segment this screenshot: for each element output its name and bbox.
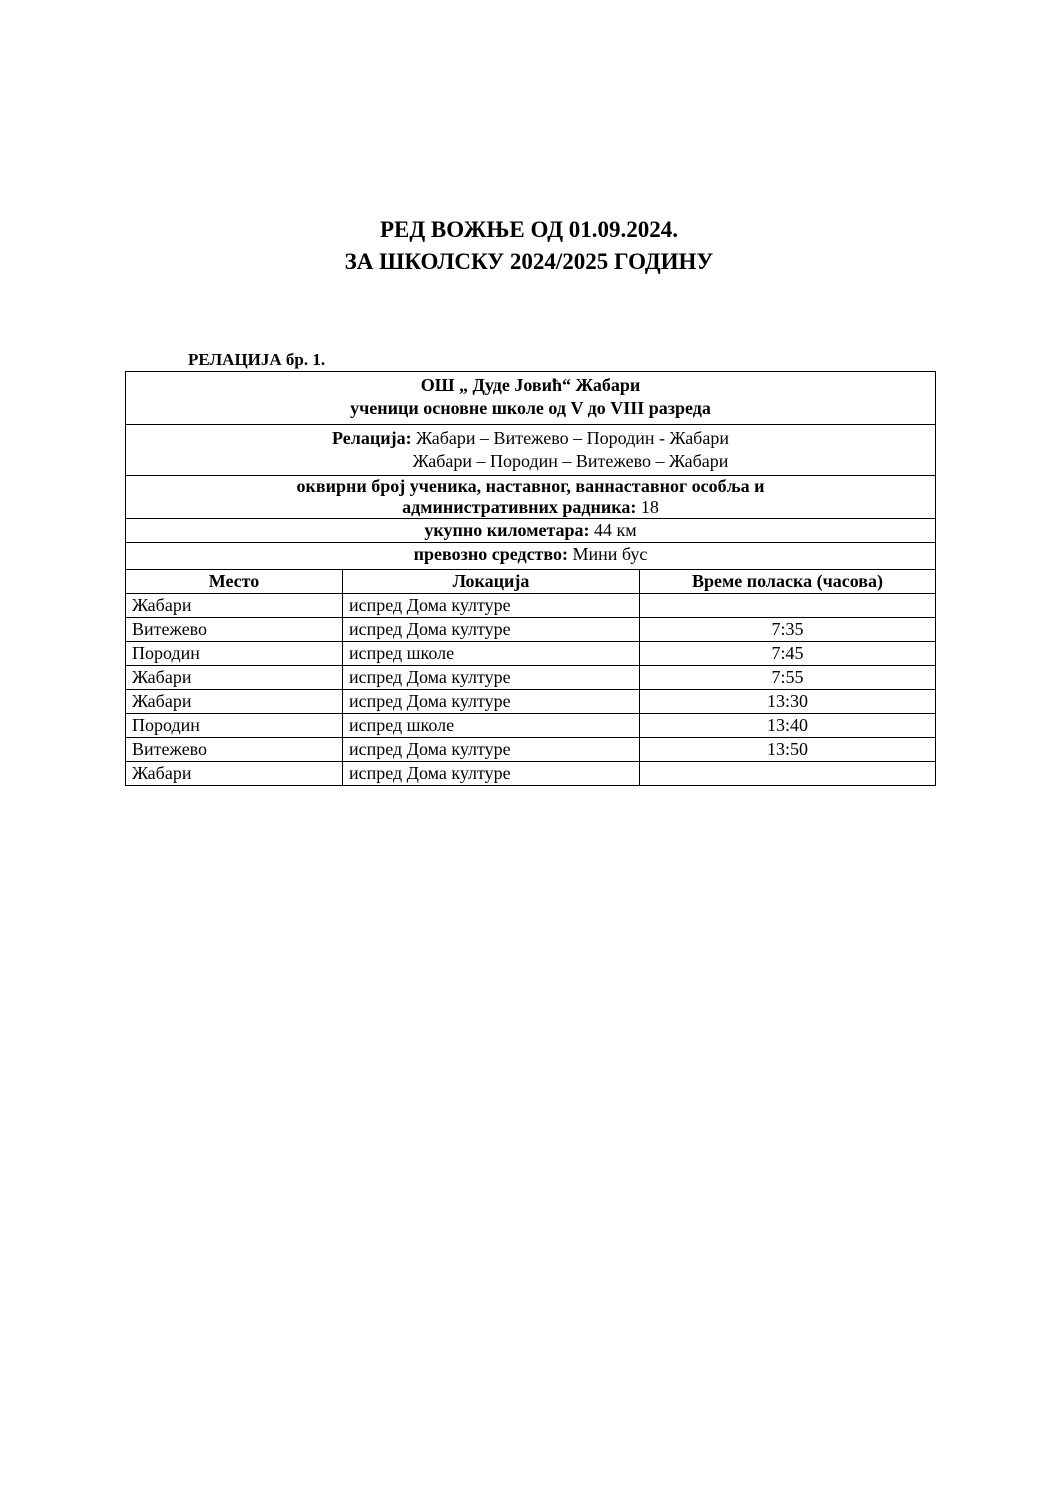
- cell-place: Жабари: [126, 666, 343, 690]
- header-departure-time: Време поласка (часова): [640, 570, 936, 594]
- count-label-line-2: административних радника:: [402, 497, 637, 517]
- table-header-row: [126, 570, 936, 594]
- cell-time: [640, 762, 936, 786]
- cell-location: испред Дома културе: [343, 738, 640, 762]
- route-row: [126, 425, 936, 476]
- cell-location: испред Дома културе: [343, 618, 640, 642]
- route-label: Релација:: [332, 428, 412, 448]
- students-description: ученици основне школе од V до VIII разреда: [350, 398, 711, 418]
- cell-location: испред школе: [343, 714, 640, 738]
- cell-place: Витежево: [126, 618, 343, 642]
- table-row: [126, 690, 936, 714]
- school-info-row: [126, 372, 936, 425]
- count-value: 18: [640, 497, 659, 517]
- cell-location: испред школе: [343, 642, 640, 666]
- table-row: [126, 594, 936, 618]
- cell-time: 13:30: [640, 690, 936, 714]
- header-location: Локација: [343, 570, 640, 594]
- route-line-2: Жабари – Породин – Витежево – Жабари: [412, 451, 729, 471]
- table-row: [126, 642, 936, 666]
- header-place: Место: [126, 570, 343, 594]
- cell-location: испред Дома културе: [343, 762, 640, 786]
- cell-location: испред Дома културе: [343, 666, 640, 690]
- route-line-1: Жабари – Витежево – Породин - Жабари: [416, 428, 729, 448]
- cell-place: Породин: [126, 642, 343, 666]
- cell-place: Породин: [126, 714, 343, 738]
- passenger-count-row: [126, 476, 936, 519]
- cell-place: Жабари: [126, 762, 343, 786]
- school-name: ОШ „ Дуде Јовић“ Жабари: [420, 375, 641, 395]
- km-label: укупно километара:: [424, 520, 590, 540]
- cell-time: 13:40: [640, 714, 936, 738]
- route-number-label: РЕЛАЦИЈА бр. 1.: [188, 350, 326, 369]
- vehicle-label: превозно средство:: [413, 544, 568, 564]
- cell-time: 13:50: [640, 738, 936, 762]
- title-line-2: ЗА ШКОЛСКУ 2024/2025 ГОДИНУ: [344, 249, 714, 274]
- document-title: [0, 214, 1058, 278]
- cell-time: [640, 594, 936, 618]
- total-km-row: [126, 519, 936, 543]
- cell-location: испред Дома културе: [343, 690, 640, 714]
- table-row: [126, 714, 936, 738]
- cell-location: испред Дома културе: [343, 594, 640, 618]
- vehicle-value: Мини бус: [572, 544, 648, 564]
- km-value: 44 км: [594, 520, 637, 540]
- cell-time: 7:35: [640, 618, 936, 642]
- cell-place: Жабари: [126, 690, 343, 714]
- table-row: [126, 738, 936, 762]
- cell-place: Жабари: [126, 594, 343, 618]
- title-line-1: РЕД ВОЖЊЕ ОД 01.09.2024.: [379, 217, 679, 242]
- count-label-line-1: оквирни број ученика, наставног, ваннаставног особља и: [296, 476, 765, 496]
- table-row: [126, 666, 936, 690]
- schedule-table: [125, 371, 936, 786]
- table-row: [126, 762, 936, 786]
- cell-time: 7:45: [640, 642, 936, 666]
- cell-time: 7:55: [640, 666, 936, 690]
- cell-place: Витежево: [126, 738, 343, 762]
- vehicle-row: [126, 543, 936, 570]
- table-row: [126, 618, 936, 642]
